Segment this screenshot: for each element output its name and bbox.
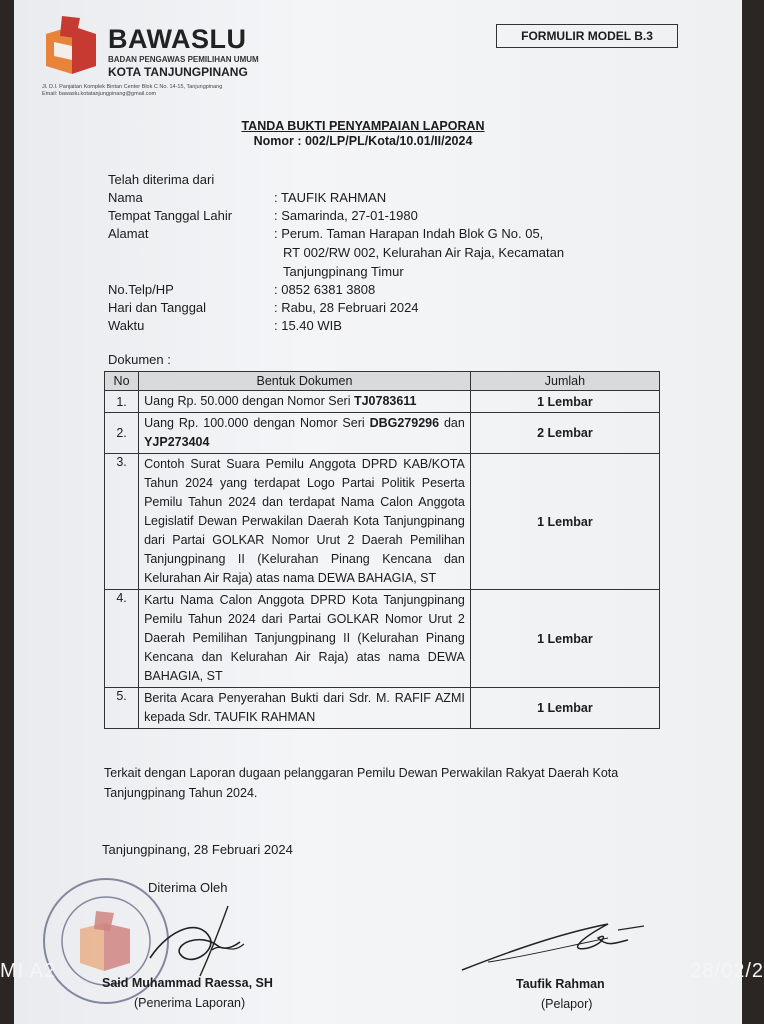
table-row: [105, 391, 660, 413]
signatory-right-name: Taufik Rahman: [516, 977, 605, 991]
row-number: 3.: [105, 454, 139, 590]
table-row: [105, 413, 660, 454]
field-value: : Perum. Taman Harapan Indah Blok G No. 05,: [274, 226, 544, 241]
column-header: Bentuk Dokumen: [139, 372, 471, 391]
document-number: Nomor : 002/LP/PL/Kota/10.01/II/2024: [253, 134, 473, 148]
address-line: Jl. D.I. Panjaitan Komplek Bintan Center Blok C No. 14-15, Tanjungpinang: [42, 84, 223, 90]
field-value: : 0852 6381 3808: [274, 282, 376, 297]
field-label: Hari dan Tanggal: [108, 300, 207, 315]
row-quantity: 2 Lembar: [470, 413, 659, 454]
signatory-left-name: Said Muhammad Raessa, SH: [102, 976, 273, 990]
row-description: Berita Acara Penyerahan Bukti dari Sdr. M. RAFIF AZMI kepada Sdr. TAUFIK RAHMAN: [139, 688, 471, 729]
row-description: Uang Rp. 50.000 dengan Nomor Seri TJ0783611: [139, 391, 471, 413]
camera-date-watermark: 28/02/2: [690, 960, 764, 982]
signatory-left-role: (Penerima Laporan): [134, 996, 246, 1010]
signatory-right-role: (Pelapor): [541, 997, 593, 1011]
field-label: Alamat: [108, 226, 149, 241]
field-value: : Samarinda, 27-01-1980: [274, 208, 418, 223]
row-description: Contoh Surat Suara Pemilu Anggota DPRD KAB/KOTA Tahun 2024 yang terdapat Logo Partai Politik Peserta Pemilu Tahun 2024 dan terdapat Nama Calon Anggota Legislatif Dewan Perwakilan Daerah Kota Tanjungpinang dari Partai GOLKAR Nomor Urut 2 Daerah Pemilihan Tanjungpinang II (Kelurahan Pinang Kencana dan Kelurahan Air Raja) atas nama DEWA BAHAGIA, ST: [139, 454, 471, 590]
signature-right-icon: [458, 912, 648, 976]
brand-name: BAWASLU: [108, 24, 247, 54]
form-model-label: FORMULIR MODEL B.3: [496, 24, 678, 48]
letterhead-address: [42, 84, 222, 98]
bawaslu-logo-icon: [42, 16, 100, 78]
field-value: : Rabu, 28 Februari 2024: [274, 300, 419, 315]
brand-city: KOTA TANJUNGPINANG: [108, 65, 248, 79]
row-description: Uang Rp. 100.000 dengan Nomor Seri DBG279296 dan YJP273404: [139, 413, 471, 454]
email-line: Email: bawaslu.kotatanjungpinang@gmail.com: [42, 91, 157, 97]
field-value: : TAUFIK RAHMAN: [274, 190, 387, 205]
document-title: TANDA BUKTI PENYAMPAIAN LAPORAN: [241, 119, 485, 133]
table-row: [105, 688, 660, 729]
row-number: 1.: [105, 391, 139, 413]
row-quantity: 1 Lembar: [470, 391, 659, 413]
row-number: 4.: [105, 590, 139, 688]
column-header: No: [105, 372, 139, 391]
signature-left-icon: [140, 898, 250, 978]
field-label: Nama: [108, 190, 143, 205]
field-label: Tempat Tanggal Lahir: [108, 208, 233, 223]
table-row: [105, 590, 660, 688]
closing-paragraph: Terkait dengan Laporan dugaan pelanggaran Pemilu Dewan Perwakilan Rakyat Daerah Kota Tanjungpinang Tahun 2024.: [104, 766, 619, 800]
brand-subtitle: BADAN PENGAWAS PEMILIHAN UMUM: [108, 55, 259, 64]
received-by-label: Diterima Oleh: [148, 880, 228, 895]
row-description: Kartu Nama Calon Anggota DPRD Kota Tanjungpinang Pemilu Tahun 2024 dari Partai GOLKAR Nomor Urut 2 Daerah Pemilihan Tanjungpinang II (Kelurahan Pinang Kencana dan Kelurahan Air Raja) atas nama DEWA BAHAGIA, ST: [139, 590, 471, 688]
row-quantity: 1 Lembar: [470, 454, 659, 590]
documents-table: [104, 371, 660, 729]
letterhead: [42, 14, 302, 104]
column-header: Jumlah: [470, 372, 659, 391]
row-quantity: 1 Lembar: [470, 590, 659, 688]
row-quantity: 1 Lembar: [470, 688, 659, 729]
received-from-label: Telah diterima dari: [108, 172, 215, 187]
field-label: Waktu: [108, 318, 145, 333]
field-value-continued: Tanjungpinang Timur: [283, 264, 404, 279]
row-number: 5.: [105, 688, 139, 729]
documents-label: Dokumen :: [108, 352, 171, 367]
camera-model-watermark: MI A2: [0, 960, 57, 982]
field-value: : 15.40 WIB: [274, 318, 342, 333]
place-date: Tanjungpinang, 28 Februari 2024: [102, 842, 293, 857]
table-header-row: [105, 372, 660, 391]
field-value-continued: RT 002/RW 002, Kelurahan Air Raja, Kecamatan: [283, 245, 565, 260]
field-label: No.Telp/HP: [108, 282, 174, 297]
table-row: [105, 454, 660, 590]
row-number: 2.: [105, 413, 139, 454]
